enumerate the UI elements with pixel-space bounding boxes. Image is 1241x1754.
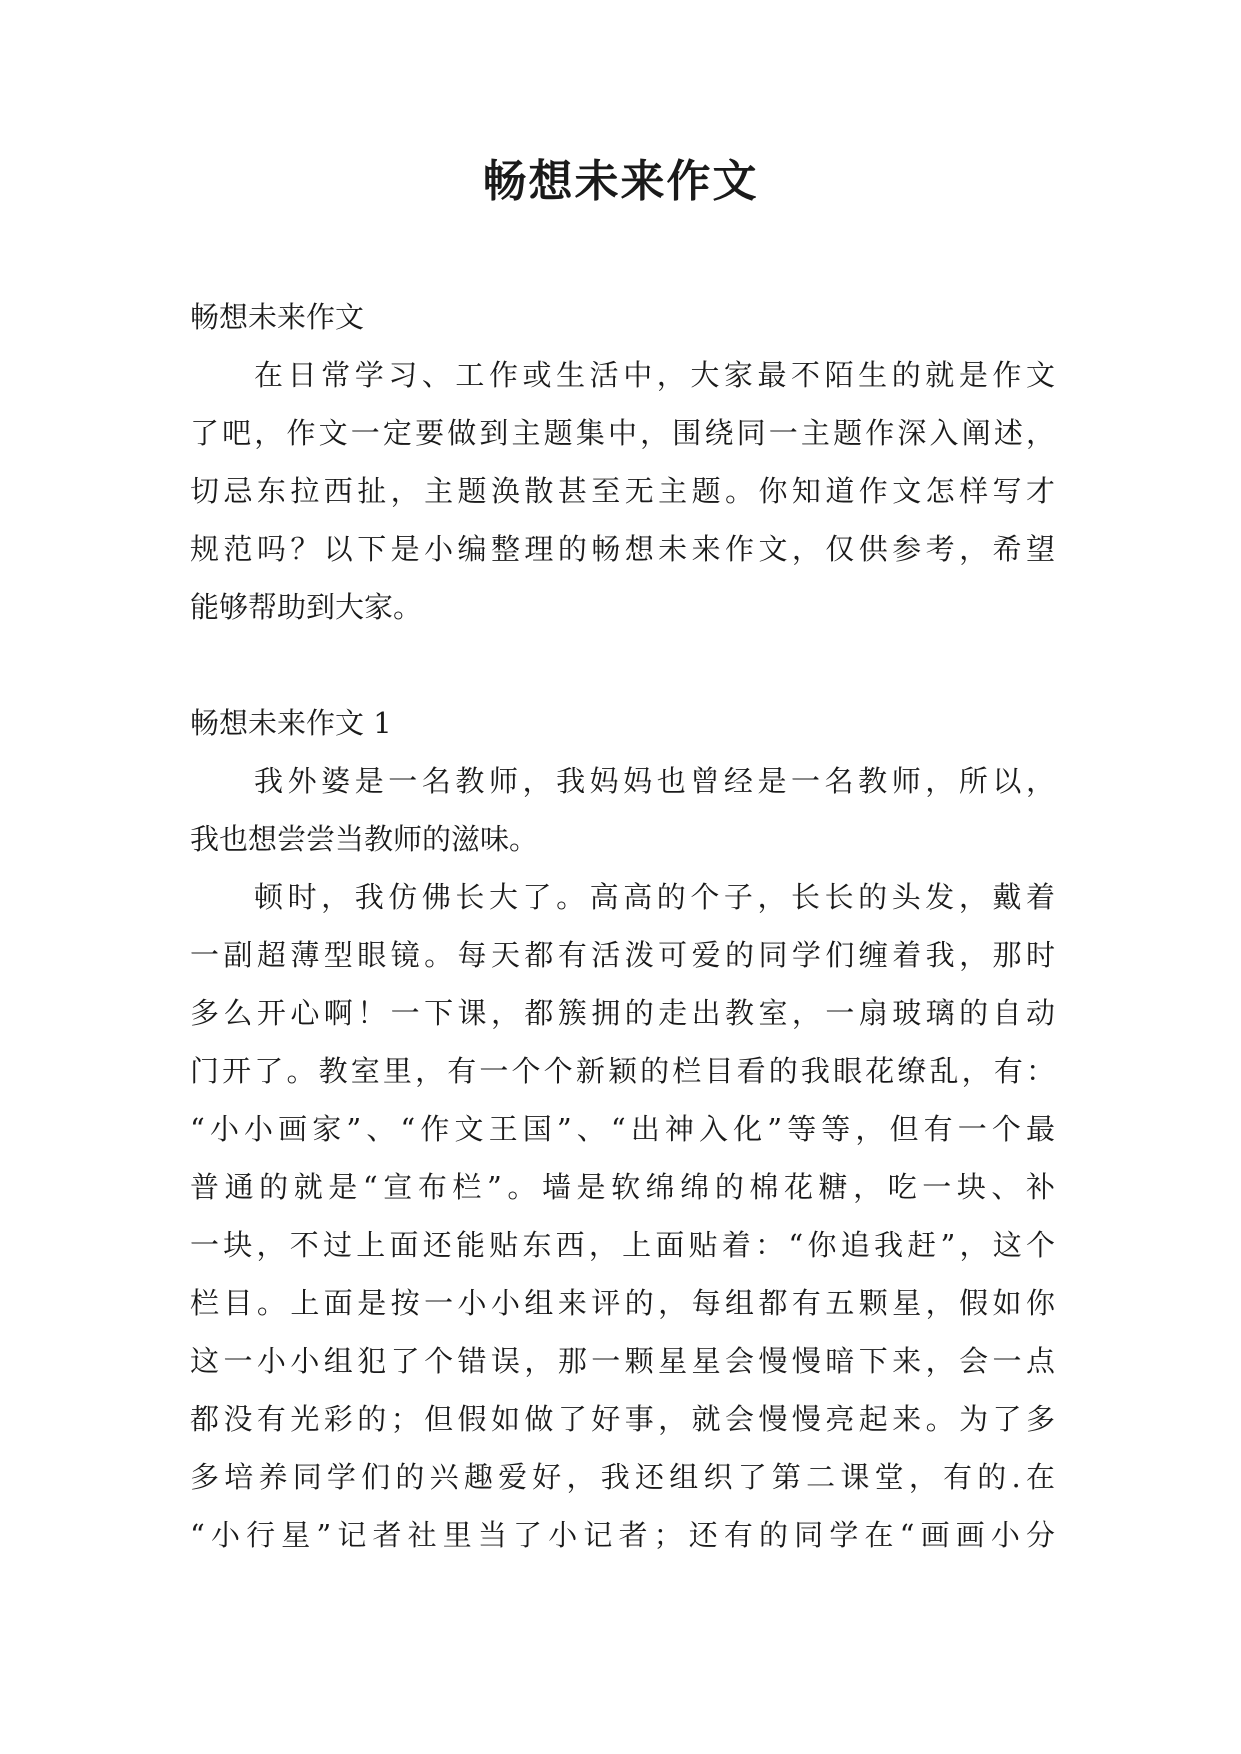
section-spacer (190, 636, 1055, 694)
paragraph-line: 多培养同学们的兴趣爱好，我还组织了第二课堂，有的.在 (190, 1460, 1055, 1494)
paragraph-line: 能够帮助到大家。 (190, 590, 423, 624)
paragraph-line: 顿时，我仿佛长大了。高高的个子，长长的头发，戴着 (254, 880, 1055, 914)
paragraph-line: 我外婆是一名教师，我妈妈也曾经是一名教师，所以， (254, 764, 1055, 798)
paragraph-line: 在日常学习、工作或生活中，大家最不陌生的就是作文 (254, 358, 1055, 392)
paragraph-line: “小小画家”、“作文王国”、“出神入化”等等，但有一个最 (190, 1112, 1055, 1146)
paragraph-line: 这一小小组犯了个错误，那一颗星星会慢慢暗下来，会一点 (190, 1344, 1055, 1378)
paragraph-line: 多么开心啊！一下课，都簇拥的走出教室，一扇玻璃的自动 (190, 996, 1055, 1030)
paragraph-line: 规范吗？以下是小编整理的畅想未来作文，仅供参考，希望 (190, 532, 1055, 566)
section-heading-essay-1: 畅想未来作文 1 (190, 706, 392, 740)
paragraph-line: 了吧，作文一定要做到主题集中，围绕同一主题作深入阐述， (190, 416, 1055, 450)
document-title: 畅想未来作文 (482, 156, 759, 207)
paragraph-line: 切忌东拉西扯，主题涣散甚至无主题。你知道作文怎样写才 (190, 474, 1055, 508)
paragraph-line: 都没有光彩的；但假如做了好事，就会慢慢亮起来。为了多 (190, 1402, 1055, 1436)
paragraph-line: 一副超薄型眼镜。每天都有活泼可爱的同学们缠着我，那时 (190, 938, 1055, 972)
document-body (190, 288, 1055, 1564)
paragraph-line: 门开了。教室里，有一个个新颖的栏目看的我眼花缭乱，有： (190, 1054, 1055, 1088)
paragraph-line: 一块，不过上面还能贴东西，上面贴着：“你追我赶”，这个 (190, 1228, 1055, 1262)
paragraph-line: 普通的就是“宣布栏”。墙是软绵绵的棉花糖，吃一块、补 (190, 1170, 1055, 1204)
section-heading-intro: 畅想未来作文 (190, 300, 365, 334)
paragraph-line: 我也想尝尝当教师的滋味。 (190, 822, 539, 856)
paragraph-line: “小行星”记者社里当了小记者；还有的同学在“画画小分 (190, 1518, 1055, 1552)
paragraph-line: 栏目。上面是按一小小组来评的，每组都有五颗星，假如你 (190, 1286, 1055, 1320)
